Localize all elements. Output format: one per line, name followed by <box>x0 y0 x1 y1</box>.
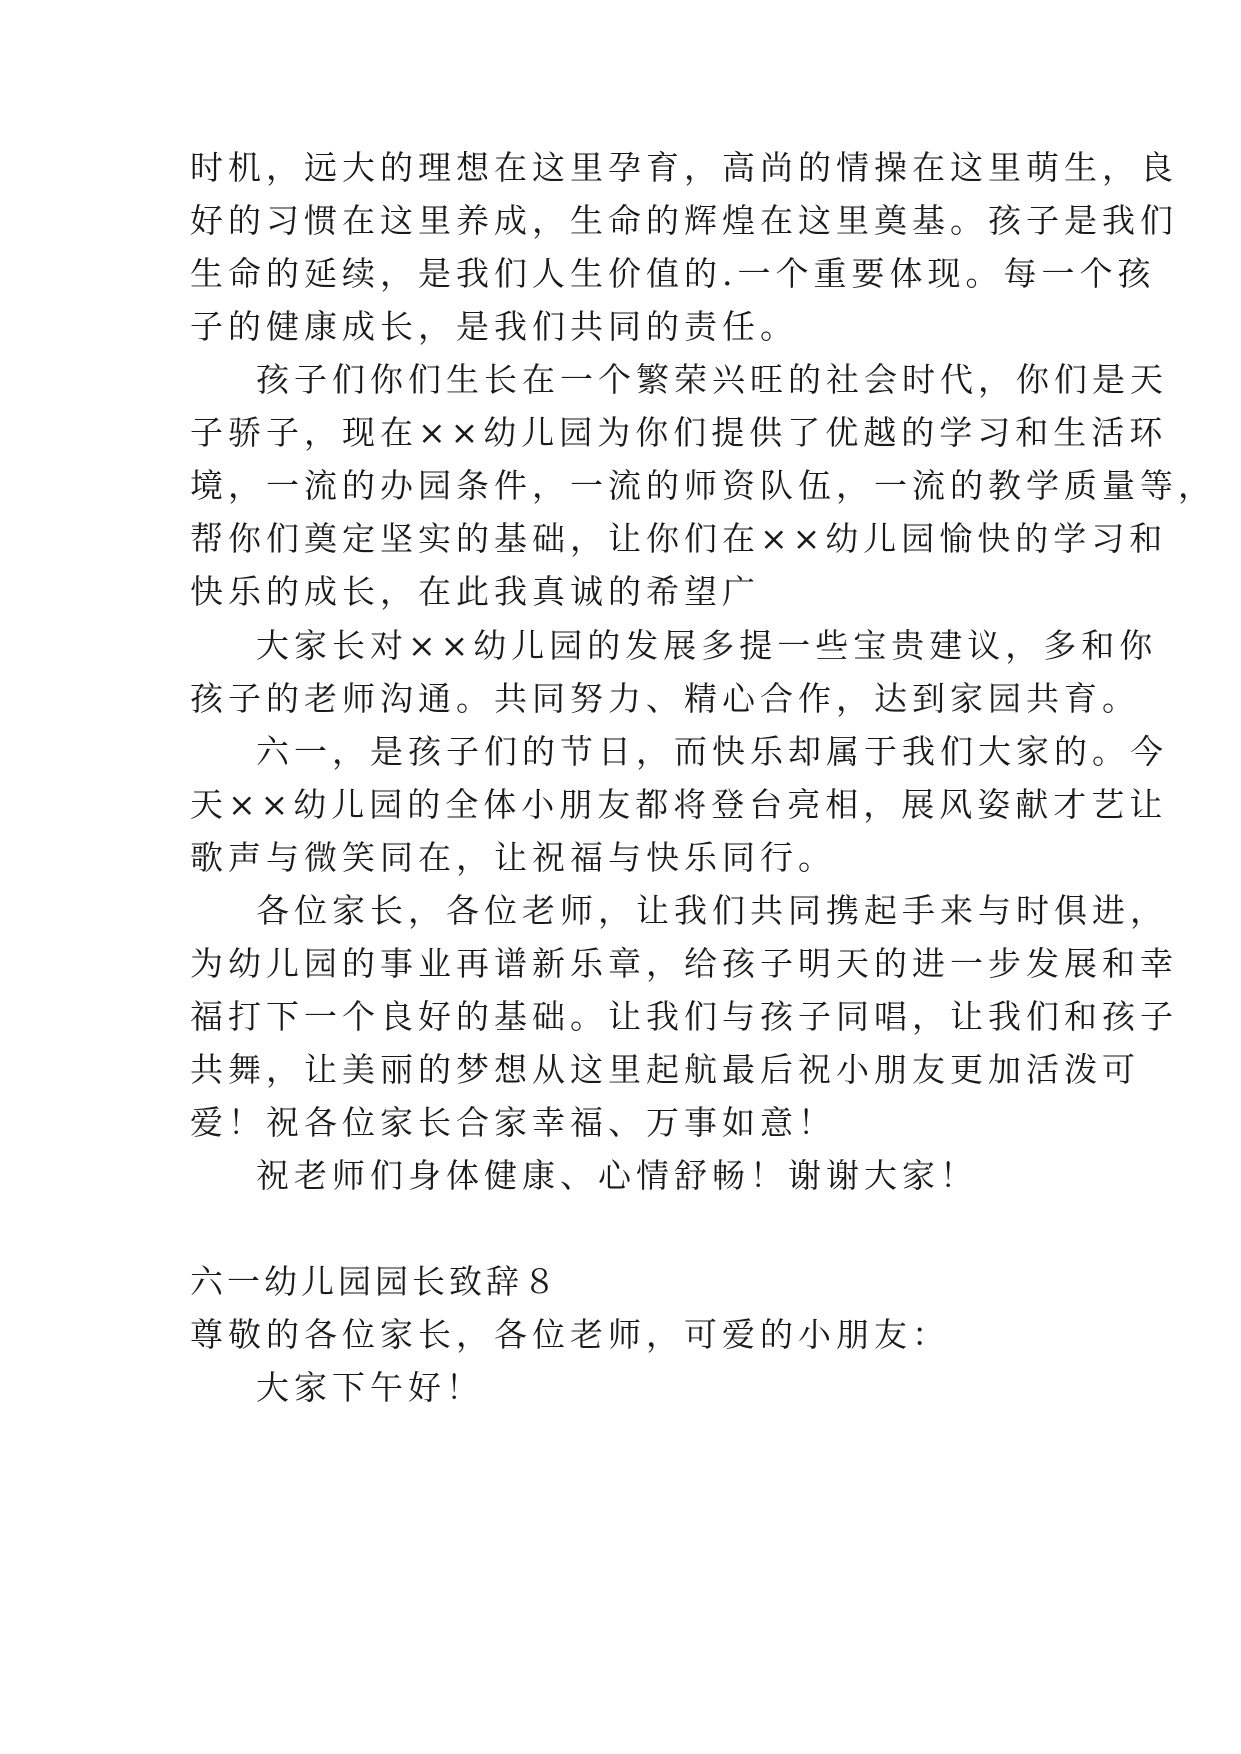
paragraph-line: 孩子的老师沟通。共同努力、精心合作，达到家园共育。 <box>190 679 1140 718</box>
paragraph-line: 共舞，让美丽的梦想从这里起航最后祝小朋友更加活泼可 <box>190 1050 1140 1089</box>
paragraph-line: 福打下一个良好的基础。让我们与孩子同唱，让我们和孩子 <box>190 997 1178 1036</box>
paragraph-line: 六一，是孩子们的节日，而快乐却属于我们大家的。今 <box>256 732 1168 771</box>
paragraph-line: 爱！祝各位家长合家幸福、万事如意！ <box>190 1103 836 1142</box>
paragraph-line: 生命的延续，是我们人生价值的.一个重要体现。每一个孩 <box>190 254 1156 293</box>
paragraph-line: 好的习惯在这里养成，生命的辉煌在这里奠基。孩子是我们 <box>190 201 1178 240</box>
paragraph-line: 快乐的成长，在此我真诚的希望广 <box>190 572 760 611</box>
paragraph-line: 子骄子，现在××幼儿园为你们提供了优越的学习和生活环 <box>190 413 1168 452</box>
paragraph-line: 祝老师们身体健康、心情舒畅！谢谢大家！ <box>256 1156 978 1195</box>
paragraph-line: 大家长对××幼儿园的发展多提一些宝贵建议，多和你 <box>256 626 1158 665</box>
paragraph-line: 时机，远大的理想在这里孕育，高尚的情操在这里萌生，良 <box>190 148 1178 187</box>
paragraph-line: 子的健康成长，是我们共同的责任。 <box>190 307 798 346</box>
paragraph-line: 帮你们奠定坚实的基础，让你们在××幼儿园愉快的学习和 <box>190 519 1168 558</box>
paragraph-line: 各位家长，各位老师，让我们共同携起手来与时俱进， <box>256 891 1168 930</box>
paragraph-line: 歌声与微笑同在，让祝福与快乐同行。 <box>190 838 836 877</box>
paragraph-line: 为幼儿园的事业再谱新乐章，给孩子明天的进一步发展和幸 <box>190 944 1178 983</box>
salutation: 尊敬的各位家长，各位老师，可爱的小朋友： <box>190 1315 950 1354</box>
paragraph-line: 境，一流的办园条件，一流的师资队伍，一流的教学质量等， <box>190 466 1216 505</box>
greeting: 大家下午好！ <box>256 1368 484 1407</box>
paragraph-line: 孩子们你们生长在一个繁荣兴旺的社会时代，你们是天 <box>256 360 1168 399</box>
section-title: 六一幼儿园园长致辞８ <box>190 1262 560 1301</box>
paragraph-line: 天××幼儿园的全体小朋友都将登台亮相，展风姿献才艺让 <box>190 785 1168 824</box>
